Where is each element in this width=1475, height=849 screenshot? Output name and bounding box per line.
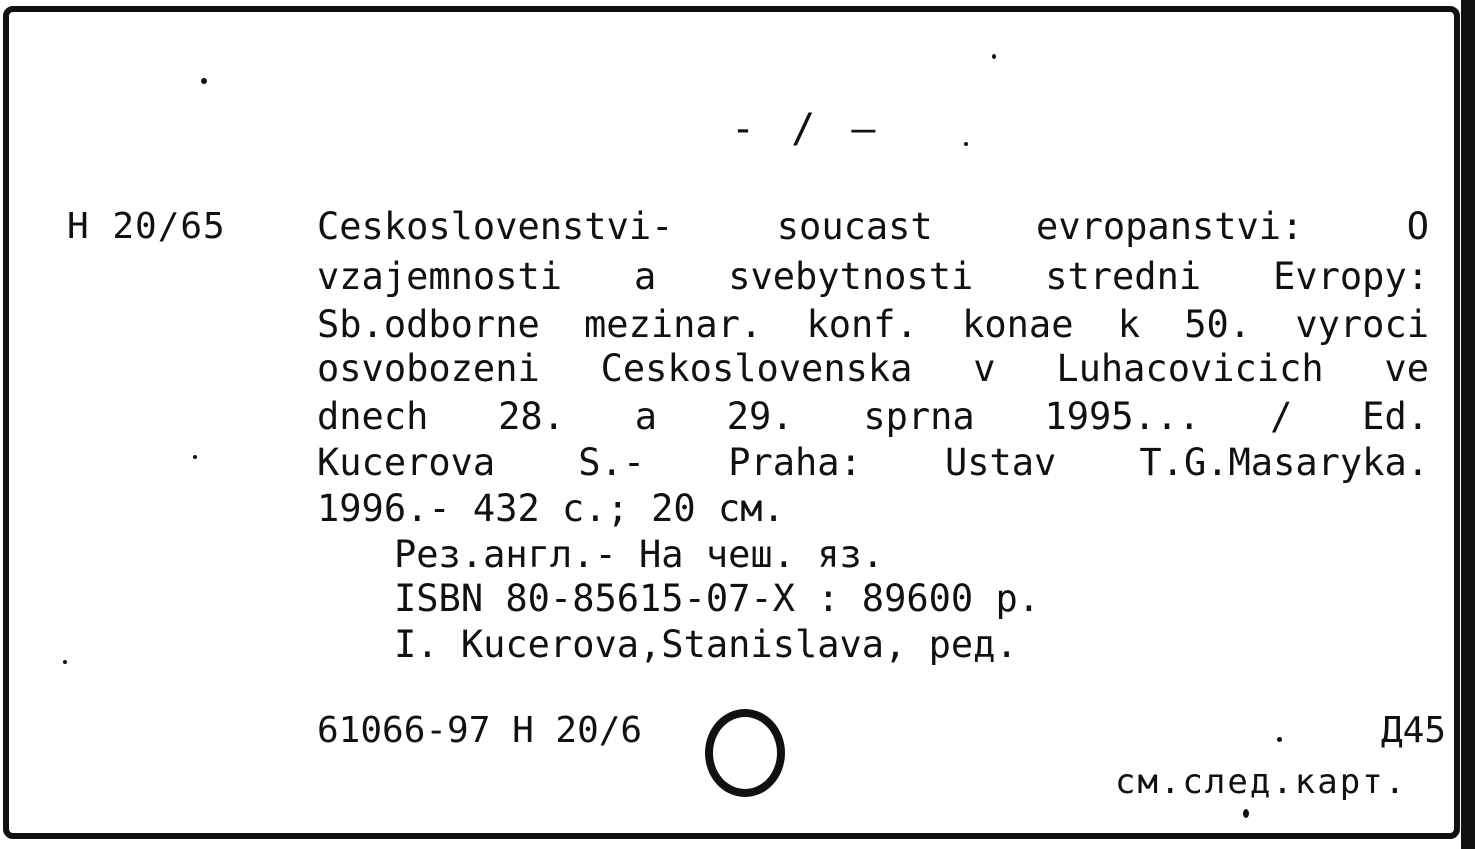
- catalog-card: [3, 6, 1460, 839]
- speck-mark: [964, 142, 968, 146]
- bibliographic-line: Ceskoslovenstvi- soucast evropanstvi: O: [317, 205, 1429, 248]
- speck-mark: [1277, 737, 1282, 742]
- bibliographic-line: dnech 28. a 29. sprna 1995... / Ed.: [317, 395, 1429, 438]
- bibliographic-line: Sb.odborne mezinar. konf. konae k 50. vyroci: [317, 303, 1429, 346]
- isbn-note: ISBN 80-85615-07-X : 89600 p.: [394, 577, 1041, 620]
- bibliographic-line: osvobozeni Ceskoslovenska v Luhacovicich ve: [317, 347, 1429, 390]
- accession-number: 61066-97 H 20/6: [317, 710, 643, 751]
- bibliographic-line: 1996.- 432 c.; 20 см.: [317, 487, 785, 530]
- bibliographic-line: vzajemnosti a svebytnosti stredni Evropy:: [317, 255, 1429, 298]
- speck-mark: [1243, 809, 1249, 818]
- speck-mark: [193, 455, 197, 459]
- language-note: Рез.англ.- На чеш. яз.: [394, 533, 885, 576]
- bibliographic-line: Kucerova S.- Praha: Ustav T.G.Masaryka.: [317, 441, 1429, 484]
- shelfmark: H 20/65: [67, 206, 226, 247]
- classification-code: Д45: [1381, 710, 1447, 751]
- continuation-note: см.след.карт.: [1115, 762, 1408, 802]
- card-edge-shadow: [1461, 0, 1475, 849]
- speck-mark: [992, 54, 996, 59]
- stamp-circle-icon: [705, 709, 785, 797]
- speck-mark: [201, 78, 207, 84]
- editor-note: I. Kucerova,Stanislava, ред.: [394, 623, 1018, 666]
- card-header-mark: - / —: [731, 106, 882, 152]
- speck-mark: [63, 660, 67, 664]
